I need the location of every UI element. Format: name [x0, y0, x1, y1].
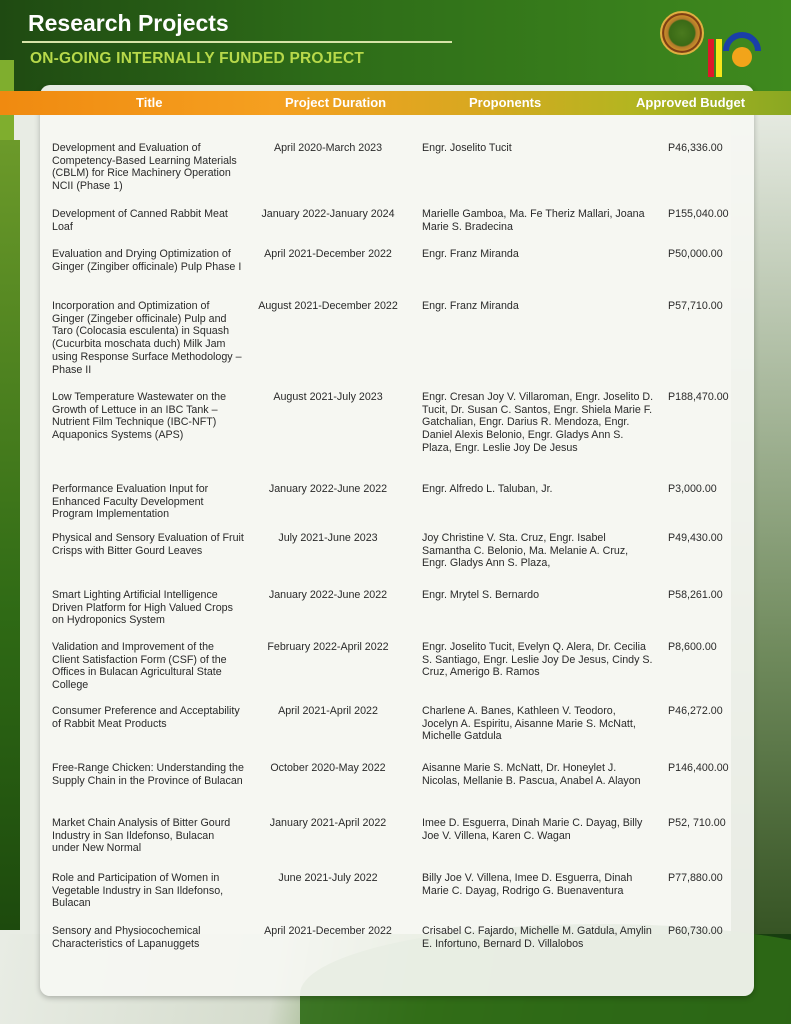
row-budget: P46,272.00 [668, 705, 723, 717]
row-proponents: Billy Joe V. Villena, Imee D. Esguerra, Dinah Marie C. Dayag, Rodrigo G. Buenaventura [422, 872, 633, 897]
college-seal-logo [660, 11, 704, 55]
row-proponents: Engr. Franz Miranda [422, 248, 519, 260]
row-budget: P60,730.00 [668, 925, 723, 937]
row-budget: P49,430.00 [668, 532, 723, 544]
column-header-duration: Project Duration [285, 95, 387, 110]
row-proponents: Marielle Gamboa, Ma. Fe Theriz Mallari, Joana Marie S. Bradecina [422, 208, 645, 233]
row-budget: P52, 710.00 [668, 817, 726, 829]
column-header-budget: Approved Budget [636, 95, 746, 110]
row-title: Incorporation and Optimization of Ginger (Zingeber officinale) Pulp and Taro (Colocasia esculenta) in Squash (Cucurbita moschata duch) Milk Jam using Response Surface Methodology – Phase II [52, 300, 242, 376]
column-header-proponents: Proponents [469, 95, 542, 110]
row-duration: January 2021-April 2022 [269, 817, 387, 829]
row-title: Development and Evaluation of Competency-Based Learning Materials (CBLM) for Rice Machinery Operation NCII (Phase 1) [52, 142, 237, 193]
row-budget: P8,600.00 [668, 641, 717, 653]
row-budget: P58,261.00 [668, 589, 723, 601]
row-title: Market Chain Analysis of Bitter Gourd Industry in San Ildefonso, Bulacan under New Normal [52, 817, 231, 855]
row-budget: P77,880.00 [668, 872, 723, 884]
page-title: Research Projects [28, 10, 229, 36]
row-duration: July 2021-June 2023 [278, 532, 378, 544]
row-proponents: Engr. Mrytel S. Bernardo [422, 589, 540, 601]
row-title: Sensory and Physiocochemical Characteristics of Lapanuggets [52, 925, 201, 950]
row-proponents: Charlene A. Banes, Kathleen V. Teodoro, Jocelyn A. Espiritu, Aisanne Marie S. McNatt, Michelle Gatdula [422, 705, 636, 743]
row-budget: P46,336.00 [668, 142, 723, 154]
page-subtitle: ON-GOING INTERNALLY FUNDED PROJECT [30, 50, 365, 67]
row-duration: April 2021-December 2022 [264, 925, 392, 937]
row-budget: P50,000.00 [668, 248, 723, 260]
row-duration: October 2020-May 2022 [270, 762, 386, 774]
row-duration: June 2021-July 2022 [278, 872, 378, 884]
row-title: Physical and Sensory Evaluation of Fruit Crisps with Bitter Gourd Leaves [52, 532, 244, 557]
title-divider [22, 41, 452, 43]
row-title: Low Temperature Wastewater on the Growth of Lettuce in an IBC Tank – Nutrient Film Technique (IBC-NFT) Aquaponics Systems (APS) [52, 391, 227, 442]
row-budget: P3,000.00 [668, 483, 717, 495]
row-duration: April 2021-April 2022 [278, 705, 378, 717]
row-title: Smart Lighting Artificial Intelligence Driven Platform for High Valued Crops on Hydroponics System [52, 589, 233, 627]
row-proponents: Imee D. Esguerra, Dinah Marie C. Dayag, Billy Joe V. Villena, Karen C. Wagan [422, 817, 643, 842]
row-duration: February 2022-April 2022 [267, 641, 389, 653]
row-budget: P155,040.00 [668, 208, 729, 220]
row-proponents: Engr. Joselito Tucit [422, 142, 512, 154]
row-duration: January 2022-January 2024 [261, 208, 395, 220]
row-budget: P146,400.00 [668, 762, 729, 774]
row-duration: January 2022-June 2022 [268, 483, 388, 495]
office-logo-icon [706, 27, 762, 79]
row-title: Performance Evaluation Input for Enhanced Faculty Development Program Implementation [52, 483, 209, 521]
row-duration: April 2021-December 2022 [264, 248, 392, 260]
row-duration: August 2021-July 2023 [273, 391, 383, 403]
row-proponents: Engr. Alfredo L. Taluban, Jr. [422, 483, 553, 495]
row-proponents: Engr. Franz Miranda [422, 300, 519, 312]
row-title: Evaluation and Drying Optimization of Ginger (Zingiber officinale) Pulp Phase I [52, 248, 242, 273]
row-proponents: Engr. Joselito Tucit, Evelyn Q. Alera, Dr. Cecilia S. Santiago, Engr. Leslie Joy De Jesus, Cindy S. Cruz, Amerigo B. Ramos [422, 641, 653, 679]
row-proponents: Engr. Cresan Joy V. Villaroman, Engr. Joselito D. Tucit, Dr. Susan C. Santos, Engr. Shiela Marie F. Gatchalian, Engr. Darius R. Mendoza, Engr. Daniel Alexis Belonio, Engr. Gladys Ann S. Plaza, Engr. Leslie Joy De Jesus [422, 391, 654, 454]
row-duration: April 2020-March 2023 [273, 142, 383, 154]
row-proponents: Joy Christine V. Sta. Cruz, Engr. Isabel Samantha C. Belonio, Ma. Melanie A. Cruz, Engr. Gladys Ann S. Plaza, [422, 532, 629, 570]
row-budget: P57,710.00 [668, 300, 723, 312]
row-proponents: Crisabel C. Fajardo, Michelle M. Gatdula, Amylin E. Infortuno, Bernard D. Villalobos [422, 925, 652, 950]
row-title: Validation and Improvement of the Client Satisfaction Form (CSF) of the Offices in Bulacan Agricultural State College [52, 641, 227, 692]
row-proponents: Aisanne Marie S. McNatt, Dr. Honeylet J. Nicolas, Mellanie B. Pascua, Anabel A. Alayon [422, 762, 641, 787]
left-green-strip [0, 140, 20, 930]
column-header-title: Title [136, 95, 163, 110]
row-duration: August 2021-December 2022 [258, 300, 398, 312]
row-title: Free-Range Chicken: Understanding the Supply Chain in the Province of Bulacan [52, 762, 244, 787]
row-duration: January 2022-June 2022 [268, 589, 388, 601]
row-title: Consumer Preference and Acceptability of Rabbit Meat Products [52, 705, 240, 730]
row-title: Development of Canned Rabbit Meat Loaf [52, 208, 228, 233]
row-budget: P188,470.00 [668, 391, 729, 403]
row-title: Role and Participation of Women in Vegetable Industry in San Ildefonso, Bulacan [52, 872, 224, 910]
